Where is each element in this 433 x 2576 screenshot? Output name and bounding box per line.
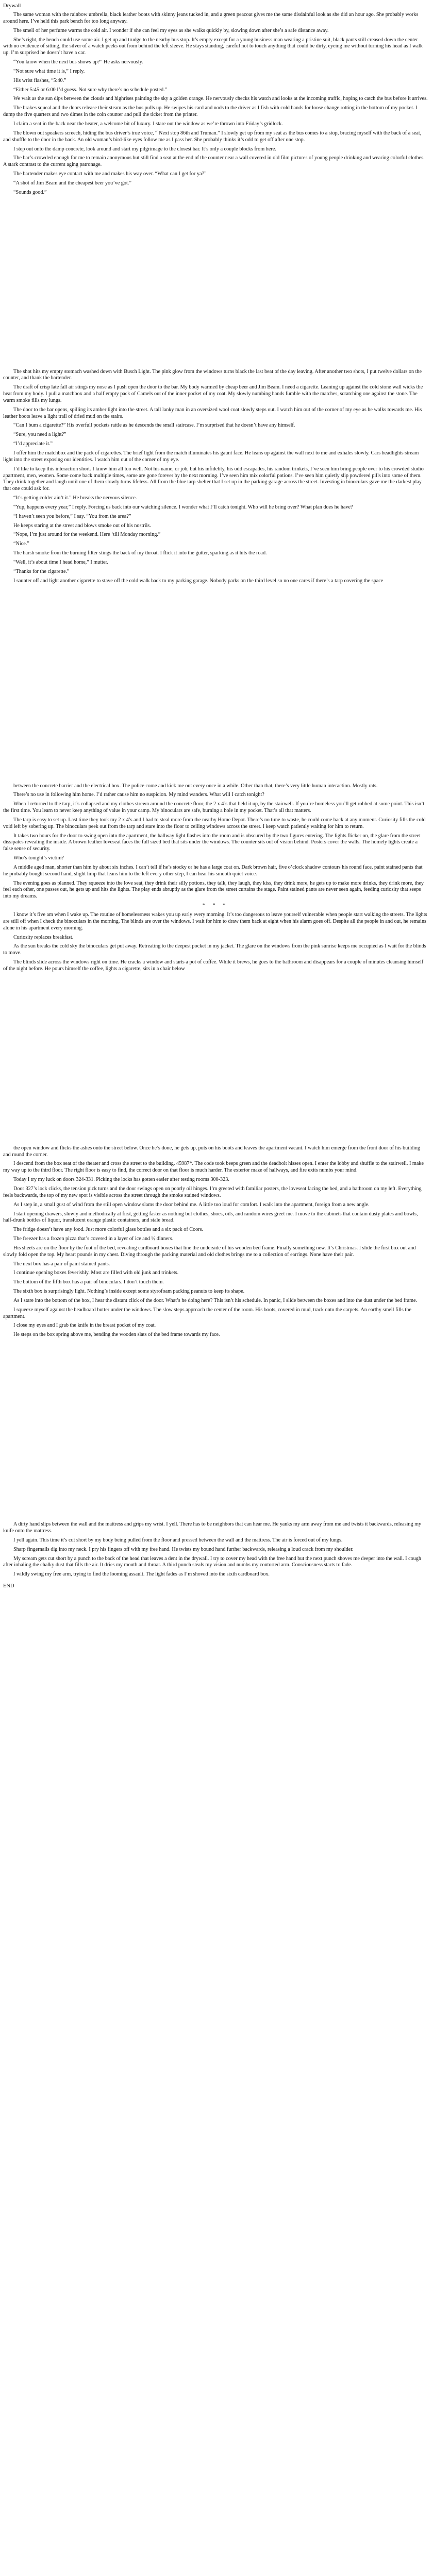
paragraph: I continue opening boxes feverishly. Most are filled with old junk and trinkets.	[13, 1270, 179, 1276]
paragraph: The sixth box is surprisingly light. Nothing’s inside except some styrofoam packing peanuts to keep its shape.	[13, 1289, 245, 1295]
section-2	[3, 369, 428, 585]
page-gap	[3, 1341, 428, 1521]
paragraph: I saunter off and light another cigarette to stave off the cold walk back to my parking garage. Nobody parks on the third level so no one cares if there’s a tarp covering the space	[13, 578, 384, 584]
paragraph: There’s no use in following him home. I’d rather cause him no suspicion. My mind wanders. What will I catch tonight?	[13, 792, 264, 798]
paragraph: The blown out speakers screech, hiding the bus driver’s true voice, “ Next stop 86th and Truman.” I slowly get up from my seat as the bus comes to a stop, bracing myself with the back of a seat, and shuffle to the door in the back. An old woman’s bird-like eyes follow me as I pass her. She probably thinks it’s odd to get off after one stop.	[3, 130, 422, 143]
paragraph: As I stare into the bottom of the box, I hear the distant click of the door. What’s he doing here? This isn’t his schedule. In panic, I slide between the boxes and into the dust under the bed frame.	[13, 1297, 418, 1303]
page-gap	[3, 587, 428, 783]
paragraph: The bartender makes eye contact with me and makes his way over. “What can I get for ya?”	[13, 171, 207, 177]
paragraph: The harsh smoke from the burning filter stings the back of my throat. I flick it into the gutter, sparking as it hits the road.	[13, 550, 267, 556]
page-gap	[3, 199, 428, 369]
document-title: Drywall	[3, 3, 21, 9]
paragraph: A dirty hand slips between the wall and the mattress and grips my wrist. I yell. There has to be neighbors that can hear me. He yanks my arm away from me and twists it backwards, releasing my knife onto the mattress.	[3, 1521, 422, 1534]
paragraph: Today I try my luck on doors 324-331. Picking the locks has gotten easier after testing rooms 300-323.	[13, 1177, 229, 1183]
paragraph: When I returned to the tarp, it’s collapsed and my clothes strewn around the concrete floor, the 2 x 4’s that held it up, by the stairwell. If you’re homeless you’ll get robbed at some point. This isn’t the first time. You learn to never keep anything of value in your camp. My binoculars are safe, burning a hole in my pocket. That’s all that matters.	[3, 801, 425, 814]
paragraph: “I’d appreciate it.”	[13, 441, 53, 447]
paragraph: The draft of crisp late fall air stings my nose as I push open the door to the bar. My body warmed by cheap beer and Jim Beam. I need a cigarette. Leaning up against the cold stone wall wicks the heat from my body. I pull a matchbox and a half empty pack of Camels out of the inner pocket of my coat. My slowly numbing hands fumble with the matches, scratching one against the stone. The warm smoke fills my lungs.	[3, 384, 423, 403]
paragraph: “I haven’t seen you before,” I say. “You from the area?”	[13, 513, 131, 519]
paragraph: “Nice.”	[13, 541, 29, 547]
paragraph: I’d like to keep this interaction short. I know him all too well. Not his name, or job, but his infidelity, his odd escapades, his random trinkets, I’ve seen him bring people over to his crowded studio apartment, men, women. Some come back multiple times, some are gone forever by the next morning. I’ve seen him mix colorful potions. I’ve seen him quietly slip powdered pills into some of them. They drink together and laugh until one of them slowly turns lifeless. All from the blue tarp shelter that I set up in the parking garage across the street. Investing in binoculars gave me the darkest play that one could ask for.	[3, 466, 424, 492]
paragraph: The smell of her perfume warms the cold air. I wonder if she can feel my eyes as she walks quickly by, slowing down after she’s a safe distance away.	[13, 27, 329, 33]
paragraph: Who’s tonight’s victim?	[13, 855, 64, 861]
paragraph: I wildly swing my free arm, trying to find the looming assault. The light fades as I’m shoved into the sixth cardboard box.	[13, 1571, 270, 1578]
paragraph: We wait as the sun dips between the clouds and highrises painting the sky a golden orange. He nervously checks his watch and looks at the incoming traffic, hoping to catch the bus before it arrives.	[13, 96, 428, 102]
paragraph: His sheets are on the floor by the foot of the bed, revealing cardboard boxes that line the underside of his wooden bed frame. Finally something new. It’s Christmas. I slide the first box out and slowly fold open the top. My heart pounds in my chest. Diving through the packing material and old clothes brings me to a collection of earrings. None have their pair.	[3, 1245, 416, 1258]
paragraph: Curiosity replaces breakfast.	[13, 934, 74, 940]
paragraph: “Can I bum a cigarette?” His overfull pockets rattle as he descends the small staircase. I’m surprised that he doesn’t have any himself.	[13, 422, 295, 429]
paragraph: I claim a seat in the back near the heater, a welcome bit of luxury. I stare out the window as we’re thrown into Friday’s gridlock.	[13, 121, 283, 127]
paragraph: As the sun breaks the cold sky the binoculars get put away. Retreating to the deepest pocket in my jacket. The glare on the windows from the pink sunrise keeps me occupied as I wait for the blinds to move.	[3, 943, 426, 956]
end-marker: END	[3, 1583, 14, 1589]
paragraph: I squeeze myself against the headboard butter under the windows. The slow steps approach the center of the room. His boots, covered in mud, track onto the carpets. An earthy smell fills the apartment.	[3, 1307, 411, 1319]
paragraph: The fridge doesn’t have any food. Just more colorful glass bottles and a six pack of Coors.	[13, 1227, 204, 1233]
section-3	[3, 783, 428, 973]
page-gap	[3, 975, 428, 1145]
paragraph: “Well, it’s about time I head home,” I mutter.	[13, 559, 108, 565]
paragraph: The brakes squeal and the doors release their steam as the bus pulls up. He swipes his card and nods to the driver as I fish with cold hands for loose change rotting in the bottom of my pocket. I dump the five quarters and two dimes in the coin counter and pull the ticket from the printer.	[3, 105, 418, 118]
paragraph: Door 327’s lock clicks, the tension pick turns and the door swings open on poorly oil hinges. I’m greeted with familiar posters, the loveseat facing the bed, and a bathroom on my left. Everything feels backwards, the top of my new spot is visible across the street through the smoke stained windows.	[3, 1185, 422, 1198]
paragraph: The next box has a pair of paint stained pants.	[13, 1261, 110, 1267]
paragraph: I offer him the matchbox and the pack of cigarettes. The brief light from the match illuminates his gaunt face. He leans up against the wall next to me and exhales slowly. Cars headlights stream light into the street exposing our identities. I watch him out of the corner of my eye.	[3, 450, 419, 463]
paragraph: “Thanks for the cigarette.”	[13, 568, 70, 574]
paragraph: The tarp is easy to set up. Last time they took my 2 x 4’s and I had to steal more from the nearby Home Depot. There’s no time to waste, he could come back at any moment. Curiosity fills the cold void left by sobering up. The binoculars peek out from the tarp and stare into the floor to ceiling windows across the street. I keep watch patiently waiting for him to return.	[3, 817, 426, 829]
paragraph: “Yup, happens every year,” I reply. Forcing us back into our watching silence. I wonder what I’ll catch tonight. Who will he bring over? What plan does he have?	[13, 504, 353, 510]
paragraph: He keeps staring at the street and blows smoke out of his nostrils.	[13, 522, 151, 529]
paragraph: It takes two hours for the door to swing open into the apartment, the hallway light flashes into the room and is obscured by the two figures entering. The lights flicker on, the glare from the street dissipates revealing the inside. A brown leather loveseat faces the full sized bed that sits under the windows. The counter sits out of vision behind. Posters cover the walls. The homely lights create a false sense of security.	[3, 833, 421, 852]
paragraph: My scream gets cut short by a punch to the back of the head that leaves a dent in the drywall. I try to cover my head with the free hand but the next punch shoves me deeper into the wall. I cough after inhaling the chalky dust that fills the air. It dries my mouth and throat. A third punch steals my vision and numbs my contorted arm. Consciousness starts to fade.	[3, 1555, 421, 1568]
paragraph: She’s right, the bench could use some air. I get up and trudge to the nearby bus stop. It’s empty except for a young business man wearing a pristine suit, black pants still creased down the center with no evidence of sitting, the silver of a watch peeks out from behind the left sleeve. He stays standing, careful not to touch anything that could be dirty, eyeing me without turning his head as I walk up. I’m surprised he doesn’t have a car.	[3, 37, 423, 56]
paragraph: I step out onto the damp concrete, look around and start my pilgrimage to the closest bar. It’s only a couple blocks from here.	[13, 146, 276, 152]
paragraph: between the concrete barrier and the electrical box. The police come and kick me out every once in a while. Other than that, there’s very little human interaction. Mostly rats.	[13, 783, 378, 789]
paragraph: The evening goes as planned. They squeeze into the love seat, they drink their silly potions, they talk, they laugh, they kiss, they drink more, he gets up to make more drinks, they drink more, they feel each other, one passes out, he gets up and hits the lights. The play ends abruptly as the glare from the street curtains the stage. Paint stained pants are never seen again, feeding curiosity that seeps into my dreams.	[3, 880, 424, 900]
paragraph: “Nope, I’m just around for the weekend. Here ‘till Monday morning.”	[13, 532, 161, 538]
paragraph: The door to the bar opens, spilling its amber light into the street. A tall lanky man in an oversized wool coat slowly steps out. I watch him out of the corner of my eye as he walks towards me. His leather boots leave a light trail of dried mud on the stairs.	[3, 406, 422, 419]
paragraph: The shot hits my empty stomach washed down with Busch Light. The pink glow from the windows turns black the last beat of the day leaving. After another two shots, I put twelve dollars on the counter, and thank the bartender.	[3, 368, 422, 381]
paragraph: The bottom of the fifth box has a pair of binoculars. I don’t touch them.	[13, 1279, 164, 1285]
paragraph: The blinds slide across the windows right on time. He cracks a window and starts a pot of coffee. While it brews, he goes to the bathroom and disappears for a couple of minutes cleansing himself of the night before. He pours himself the coffee, lights a cigarette, sits in a chair below	[3, 959, 424, 972]
section-1	[3, 12, 428, 196]
paragraph: “Either 5:45 or 6:00 I’d guess. Not sure why there’s no schedule posted.”	[13, 87, 168, 93]
paragraph: The freezer has a frozen pizza that’s covered in a layer of ice and ½ dinners.	[13, 1236, 174, 1242]
paragraph: I know it’s five am when I wake up. The routine of homelessness wakes you up early every morning. It’s too dangerous to leave yourself vulnerable when people start walking the streets. The lights are still off when I check the binoculars in the morning. The blinds are over the windows. I wait for him to draw them back at eight when his alarm goes off. Despite all the people in and out, he remains alone in his apartment every morning.	[3, 912, 427, 931]
paragraph: “You know when the next bus shows up?” He asks nervously.	[13, 59, 143, 65]
paragraph: The same woman with the rainbow umbrella, black leather boots with skinny jeans tucked in, and a green peacoat gives me the same disdainful look as she did an hour ago. She probably works around here. I’ve held this park bench for too long anyway.	[3, 12, 419, 24]
paragraph: “Not sure what time it is,” I reply.	[13, 68, 85, 74]
paragraph: Sharp fingernails dig into my neck. I pry his fingers off with my free hand. He twists my bound hand further backwards, releasing a loud crack from my shoulder.	[13, 1546, 354, 1552]
paragraph: A middle aged man, shorter than him by about six inches. I can’t tell if he’s stocky or he has a large coat on. Dark brown hair, five o’clock shadow contours his round face, paint stained pants that he probably bought second hand, slight limp that leans him to the left every other step, I can hear his smooth quiet voice.	[3, 864, 423, 877]
paragraph: the open window and flicks the ashes onto the street below. Once he’s done, he gets up, puts on his boots and leaves the apartment vacant. I watch him emerge from the front door of his building and round the corner.	[3, 1145, 421, 1158]
paragraph: I yell again. This time it’s cut short by my body being pulled from the floor and pressed between the wall and the mattress. The air is forced out of my lungs.	[13, 1537, 343, 1543]
paragraph: I close my eyes and I grab the knife in the breast pocket of my coat.	[13, 1323, 156, 1329]
paragraph: “Sounds good.”	[13, 189, 47, 195]
paragraph: I start opening drawers, slowly and methodically at first, getting faster as nothing but clothes, shoes, oils, and random wires greet me. I move to the cabinets that contain dusty plates and bowls, half-drunk bottles of liquor, translucent orange plastic containers, and stale bread.	[3, 1211, 418, 1224]
paragraph: He steps on the box spring above me, bending the wooden slats of the bed frame towards my face.	[13, 1332, 220, 1338]
paragraph: I descend from the box seat of the theater and cross the street to the building. 45987*. The code took beeps green and the deadbolt hisses open. I enter the lobby and shuffle to the stairwell. I make my way up to the third floor. The right floor is easy to find, the correct door on that floor is much harder. The exterior maze of hallways, and fire exits numbs your mind.	[3, 1161, 424, 1174]
paragraph: “It’s getting colder ain’t it.” He breaks the nervous silence.	[13, 495, 137, 501]
paragraph: The bar’s crowded enough for me to remain anonymous but still find a seat at the end of the counter near a wall covered in old film pictures of young people drinking and wearing colorful clothes. A stark contrast to the current aging patronage.	[3, 155, 425, 168]
paragraph: His wrist flashes, “5:40.”	[13, 77, 66, 83]
paragraph: “Sure, you need a light?”	[13, 432, 66, 438]
paragraph: “A shot of Jim Beam and the cheapest beer you’ve got.”	[13, 180, 131, 186]
paragraph: As I step in, a small gust of wind from the still open window slams the door behind me. A little too loud for comfort. I walk into the apartment, foreign from a new angle.	[13, 1201, 370, 1208]
section-5	[3, 1521, 428, 1578]
paragraph: * * *	[202, 903, 229, 909]
section-4	[3, 1145, 428, 1338]
